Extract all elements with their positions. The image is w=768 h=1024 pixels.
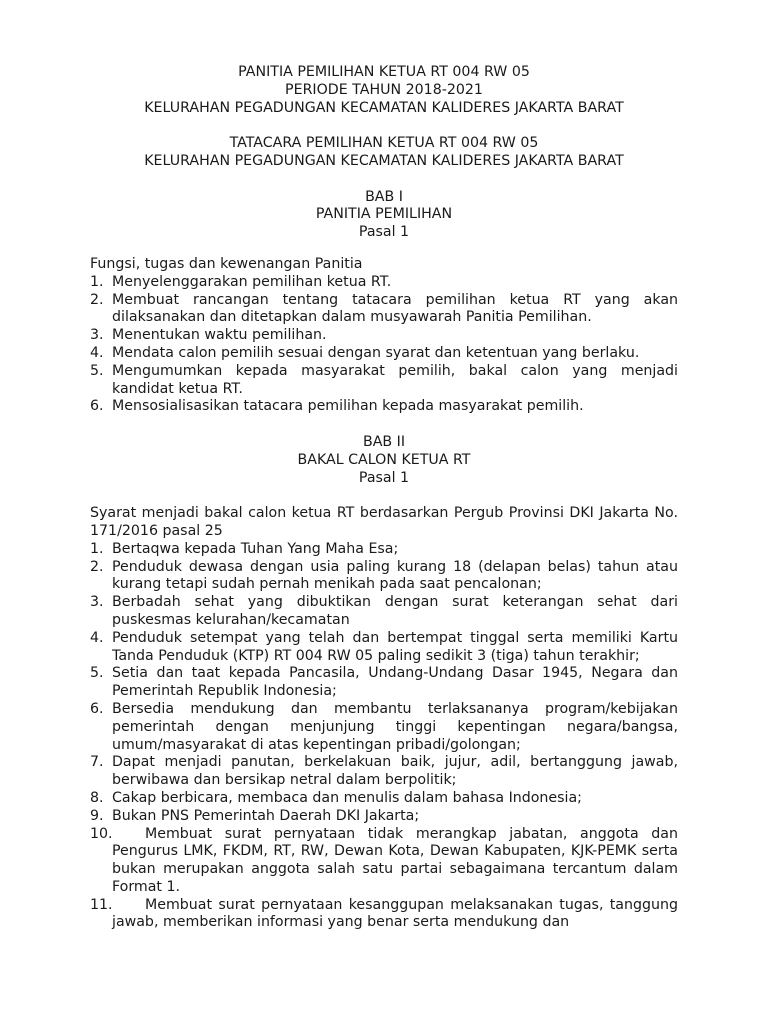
- bab1-pasal: Pasal 1: [358, 224, 410, 241]
- list-item: 4. Mendata calon pemilih sesuai dengan syarat dan ketentuan yang berlaku.: [90, 344, 640, 361]
- bab1-title: BAB I: [365, 188, 403, 205]
- header-period: PERIODE TAHUN 2018-2021: [285, 81, 483, 98]
- bab2-pasal: Pasal 1: [358, 469, 410, 486]
- bab2-intro: Syarat menjadi bakal calon ketua RT berdasarkan Pergub Provinsi DKI Jakarta No. 171/2016 pasal 25: [90, 505, 678, 539]
- list-item: 1. Menyelenggarakan pemilihan ketua RT.: [90, 273, 392, 290]
- header-procedure-title: TATACARA PEMILIHAN KETUA RT 004 RW 05: [229, 135, 539, 152]
- list-item: 5. Setia dan taat kepada Pancasila, Undang-Undang Dasar 1945, Negara dan Pemerintah Republik Indonesia;: [90, 665, 678, 700]
- bab1-list: [90, 274, 678, 416]
- bab1-subtitle: PANITIA PEMILIHAN: [315, 206, 453, 223]
- list-item: 1. Bertaqwa kepada Tuhan Yang Maha Esa;: [90, 540, 399, 557]
- header-location: KELURAHAN PEGADUNGAN KECAMATAN KALIDERES JAKARTA BARAT: [144, 99, 624, 116]
- header-committee-title: PANITIA PEMILIHAN KETUA RT 004 RW 05: [238, 64, 530, 80]
- list-item: 11. Membuat surat pernyataan kesanggupan melaksanakan tugas, tanggung jawab, memberikan informasi yang benar serta mendukung dan: [90, 896, 678, 931]
- list-item: 2. Membuat rancangan tentang tatacara pemilihan ketua RT yang akan dilaksanakan dan ditetapkan dalam musyawarah Panitia Pemilihan.: [90, 291, 678, 326]
- list-item: 5. Mengumumkan kepada masyarakat pemilih, bakal calon yang menjadi kandidat ketua RT.: [90, 362, 678, 397]
- document-header: [0, 64, 768, 242]
- bab2-subtitle: BAKAL CALON KETUA RT: [297, 451, 471, 468]
- bab1-intro: Fungsi, tugas dan kewenangan Panitia: [90, 256, 363, 272]
- header-procedure-location: KELURAHAN PEGADUNGAN KECAMATAN KALIDERES JAKARTA BARAT: [144, 152, 624, 169]
- bab2-title: BAB II: [362, 433, 406, 450]
- document-body: [90, 256, 678, 932]
- list-item: 7. Dapat menjadi panutan, berkelakuan baik, jujur, adil, bertanggung jawab, berwibawa dan bersikap netral dalam berpolitik;: [90, 754, 678, 789]
- list-item: 3. Menentukan waktu pemilihan.: [90, 327, 327, 344]
- bab2-heading: [90, 434, 678, 487]
- bab2-list: [90, 541, 678, 933]
- list-item: 10. Membuat surat pernyataan tidak merangkap jabatan, anggota dan Pengurus LMK, FKDM, RT, RW, Dewan Kota, Dewan Kabupaten, KJK-PEMK serta bukan merupakan anggota salah satu partai sebagaimana tercantum dalam Format 1.: [90, 825, 678, 895]
- list-item: 6. Bersedia mendukung dan membantu terlaksananya program/kebijakan pemerintah dengan menjunjung tinggi kepentingan negara/bangsa, umum/masyarakat di atas kepentingan pribadi/golongan;: [90, 700, 678, 753]
- list-item: 2. Penduduk dewasa dengan usia paling kurang 18 (delapan belas) tahun atau kurang tetapi sudah pernah menikah pada saat pencalonan;: [90, 558, 678, 593]
- list-item: 3. Berbadah sehat yang dibuktikan dengan surat keterangan sehat dari puskesmas kelurahan/kecamatan: [90, 594, 678, 628]
- list-item: 9. Bukan PNS Pemerintah Daerah DKI Jakarta;: [90, 807, 420, 824]
- list-item: 8. Cakap berbicara, membaca dan menulis dalam bahasa Indonesia;: [90, 789, 582, 806]
- list-item: 6. Mensosialisasikan tatacara pemilihan kepada masyarakat pemilih.: [90, 398, 584, 415]
- list-item: 4. Penduduk setempat yang telah dan bertempat tinggal serta memiliki Kartu Tanda Penduduk (KTP) RT 004 RW 05 paling sedikit 3 (tiga) tahun terakhir;: [90, 629, 678, 664]
